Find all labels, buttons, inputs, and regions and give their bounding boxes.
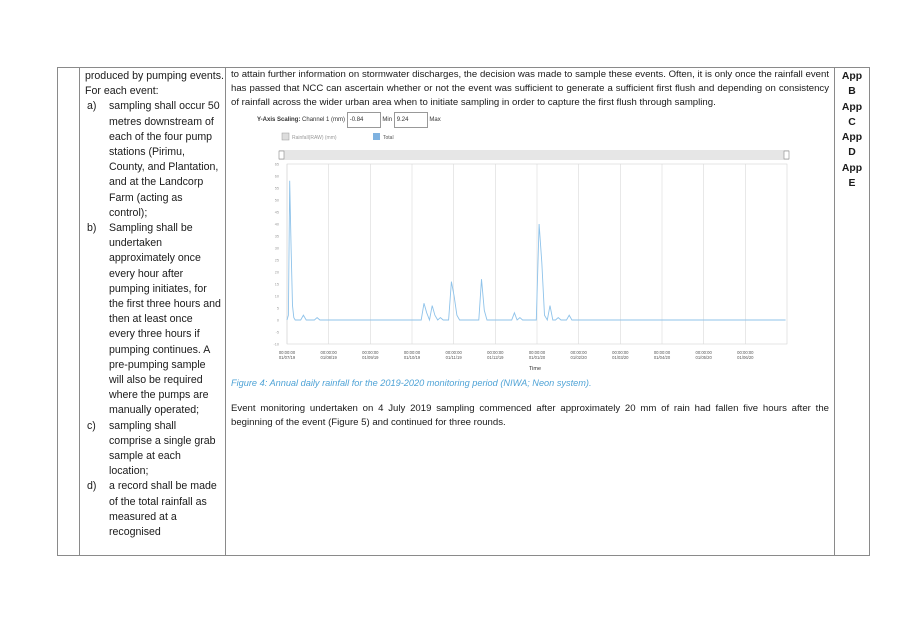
y-axis [274, 163, 280, 347]
x-tick-time: 00:00:00 [528, 350, 546, 355]
condition-list [80, 99, 225, 540]
y-tick-label: 50 [274, 198, 279, 203]
number-column [58, 68, 80, 555]
x-tick-date: 01/04/20 [653, 355, 671, 360]
y-tick-label: 65 [274, 162, 279, 167]
x-tick-date: 01/10/19 [403, 355, 421, 360]
compliance-comment-cell [226, 68, 835, 555]
x-tick-time: 00:00:00 [570, 350, 587, 355]
item-marker: b) [87, 222, 97, 235]
condition-item [80, 221, 225, 419]
legend-swatch-total[interactable] [373, 133, 380, 140]
range-handle-right[interactable] [784, 151, 789, 159]
x-tick-time: 00:00:00 [612, 350, 629, 355]
x-tick-time: 00:00:00 [695, 350, 712, 355]
range-handle-left[interactable] [279, 151, 284, 159]
x-tick-date: 01/11/19 [445, 355, 462, 360]
y-tick-label: -5 [275, 330, 279, 335]
y-tick-label: 60 [274, 174, 279, 179]
channel-label: Channel 1 (mm) [302, 117, 346, 123]
item-text: a record shall be made of the total rainfall as measured at a recognised [109, 480, 217, 539]
x-tick-time: 00:00:00 [278, 350, 296, 355]
appendix-ref: E [848, 178, 856, 190]
x-axis [279, 350, 754, 360]
appendix-ref: B [848, 86, 856, 98]
x-tick-date: 01/06/20 [737, 355, 754, 360]
appendix-ref: App [841, 132, 863, 144]
y-tick-label: 40 [274, 222, 279, 227]
min-input[interactable]: -0.84 [347, 112, 381, 128]
appendix-ref: C [848, 116, 856, 128]
y-tick-label: 25 [274, 258, 279, 263]
x-tick-time: 00:00:00 [362, 350, 379, 355]
condition-item [80, 99, 225, 221]
condition-intro: produced by pumping events. For each event: [85, 70, 224, 98]
appendix-references-cell [835, 68, 869, 555]
x-tick-time: 00:00:00 [653, 350, 671, 355]
legend-label-total: Total [383, 135, 394, 141]
x-tick-date: 01/08/19 [320, 355, 337, 360]
y-tick-label: 0 [276, 318, 279, 323]
body-paragraph-2: Event monitoring undertaken on 4 July 2019 sampling commenced after approximately 20 mm of rain had fallen five hours after the beginning of the event (Figure 5) and continued for three rounds. [231, 403, 829, 428]
x-tick-date: 01/09/19 [362, 355, 379, 360]
y-tick-label: 15 [274, 282, 279, 287]
appendix-ref: App [841, 101, 863, 113]
x-tick-date: 01/01/20 [528, 355, 546, 360]
x-tick-date: 01/02/20 [570, 355, 587, 360]
grid [287, 164, 787, 344]
x-tick-date: 01/03/20 [612, 355, 629, 360]
y-tick-label: 20 [274, 270, 279, 275]
item-text: sampling shall occur 50 metres downstream of each of the four pump stations (Pirimu, County, and Plantation, and at the Landcorp Farm (acting as control); [109, 100, 220, 219]
appendix-ref: App [841, 162, 863, 174]
x-tick-time: 00:00:00 [487, 350, 504, 355]
min-label: Min [382, 117, 393, 123]
appendix-ref: D [848, 147, 856, 159]
conditions-table [57, 67, 870, 556]
legend-label-rainfall: Rainfall(RAW) (mm) [292, 135, 337, 141]
body-paragraph-1: to attain further information on stormwater discharges, the decision was made to sample these events. Often, it is only once the rainfall event has passed that NCC can ascertain whether or not the event was sufficient to generate a sufficient first flush and depending on consistency of rainfall across the wider urban area when to initiate sampling in order to capture the first flush through sampling. [231, 69, 829, 108]
max-input[interactable]: 9.24 [394, 112, 428, 128]
x-tick-time: 00:00:00 [320, 350, 337, 355]
y-tick-label: 45 [274, 210, 279, 215]
y-tick-label: 30 [274, 246, 279, 251]
item-marker: c) [87, 419, 96, 432]
y-tick-label: 5 [276, 306, 279, 311]
x-axis-title: Time [528, 366, 542, 372]
item-marker: a) [87, 100, 97, 113]
item-marker: d) [87, 480, 97, 493]
item-text: Sampling shall be undertaken approximately once every hour after pumping initiates, for the first three hours and then at least once every three hours if pumping continues. A pre-pumping sample will also be required where the pumps are manually operated; [109, 222, 221, 417]
figure-caption: Figure 4: Annual daily rainfall for the 2019-2020 monitoring period (NIWA; Neon system). [231, 378, 592, 388]
y-axis-scaling-label: Y-Axis Scaling: [257, 117, 301, 123]
x-tick-date: 01/05/20 [695, 355, 712, 360]
y-tick-label: 35 [274, 234, 279, 239]
item-text: sampling shall comprise a single grab sample at each location; [109, 419, 216, 478]
y-tick-label: 55 [274, 186, 279, 191]
x-tick-time: 00:00:00 [403, 350, 421, 355]
condition-item [80, 479, 225, 540]
rainfall-chart [257, 112, 817, 374]
chart-svg [257, 124, 817, 374]
consent-condition-cell [80, 68, 226, 555]
y-tick-label: 10 [274, 294, 279, 299]
x-tick-date: 01/07/19 [278, 355, 296, 360]
condition-item [80, 419, 225, 480]
legend-swatch-rainfall[interactable] [282, 133, 289, 140]
x-tick-time: 00:00:00 [445, 350, 462, 355]
x-tick-time: 00:00:00 [737, 350, 754, 355]
y-tick-label: -10 [273, 342, 279, 347]
range-navigator[interactable] [279, 150, 789, 160]
max-label: Max [429, 117, 441, 123]
x-tick-date: 01/12/19 [487, 355, 504, 360]
legend [282, 133, 394, 141]
appendix-ref: App [841, 71, 863, 82]
